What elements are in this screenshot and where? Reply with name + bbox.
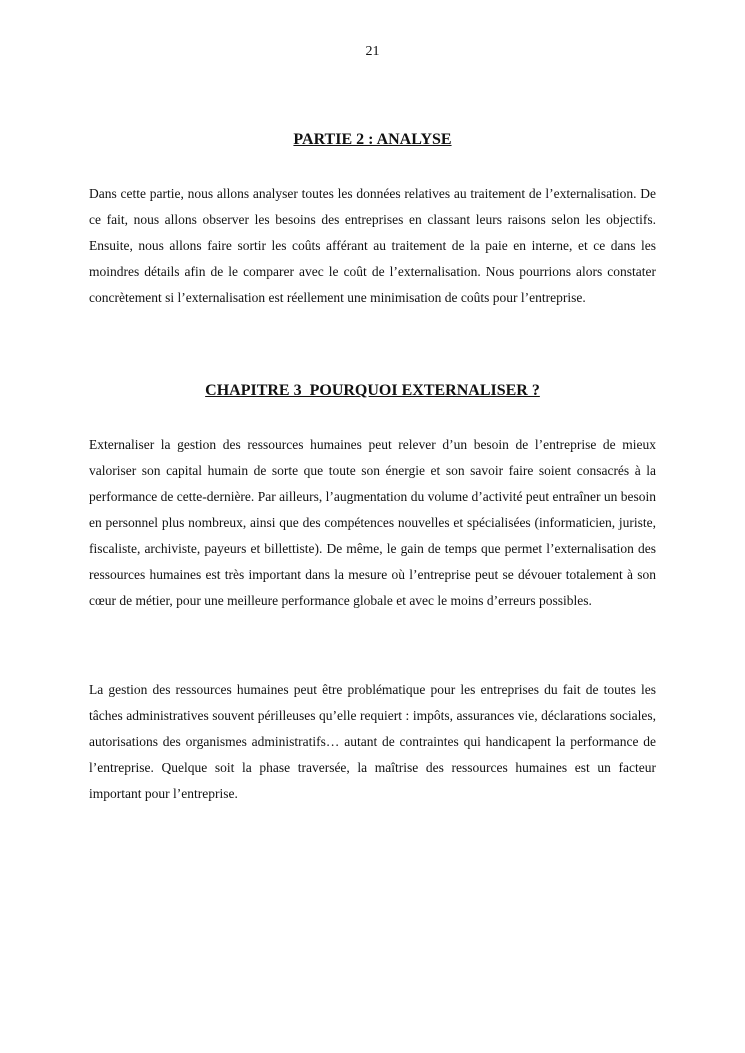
chapter-title: CHAPITRE 3 POURQUOI EXTERNALISER ? <box>205 382 540 399</box>
chapter-paragraph-1: Externaliser la gestion des ressources humaines peut relever d’un besoin de l’entreprise de mieux valoriser son capital humain de sorte que toute son énergie et son savoir faire soient consacrés à la performance de cette-dernière. Par ailleurs, l’augmentation du volume d’activité peut entraîner un besoin en personnel plus nombreux, ainsi que des compétences nouvelles et spécialisées (informaticien, juriste, fiscaliste, archiviste, payeurs et billettiste). De même, le gain de temps que permet l’externalisation des ressources humaines est très important dans la mesure où l’entreprise peut se dévouer totalement à son cœur de métier, pour une meilleure performance globale et avec le moins d’erreurs possibles. <box>89 437 656 608</box>
part-title: PARTIE 2 : ANALYSE <box>293 131 452 148</box>
chapter-paragraph-2: La gestion des ressources humaines peut être problématique pour les entreprises du fait de toutes les tâches administratives souvent périlleuses qu’elle requiert : impôts, assurances vie, déclarations sociales, autorisations des organismes administratifs… autant de contraintes qui handicapent la performance de l’entreprise. Quelque soit la phase traversée, la maîtrise des ressources humaines est un facteur important pour l’entreprise. <box>89 682 656 801</box>
page-number: 21 <box>365 44 380 59</box>
part-intro-paragraph: Dans cette partie, nous allons analyser toutes les données relatives au traitement de l’externalisation. De ce fait, nous allons observer les besoins des entreprises en classant leurs raisons selon les objectifs. Ensuite, nous allons faire sortir les coûts afférant au traitement de la paie en interne, et ce dans les moindres détails afin de le comparer avec le coût de l’externalisation. Nous pourrions alors constater concrètement si l’externalisation est réellement une minimisation de coûts pour l’entreprise. <box>89 186 656 305</box>
